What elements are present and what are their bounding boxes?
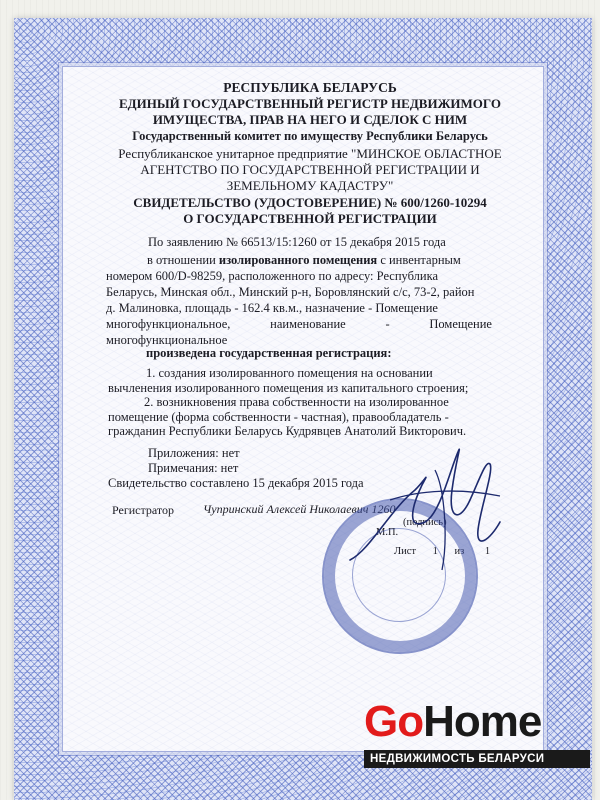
gohome-watermark <box>364 697 590 768</box>
item-2-line-2: помещение (форма собственности - частная), правообладатель - <box>108 410 449 424</box>
agency-line-1: Республиканское унитарное предприятие "МИНСКОЕ ОБЛАСТНОЕ <box>118 146 502 161</box>
notes-line: Примечания: нет <box>148 461 239 475</box>
item-1-line-1: 1. создания изолированного помещения на основании <box>146 366 433 380</box>
item-2-line-3: гражданин Республики Беларусь Кудрявцев Анатолий Викторович. <box>108 424 467 438</box>
agency-line-3: ЗЕМЕЛЬНОМУ КАДАСТРУ" <box>226 178 394 193</box>
country-heading: РЕСПУБЛИКА БЕЛАРУСЬ <box>223 80 397 95</box>
brand-home: Home <box>423 697 542 746</box>
p1-l5-a: многофункциональное, <box>106 317 231 331</box>
brand-tagline: НЕДВИЖИМОСТЬ БЕЛАРУСИ <box>364 750 590 768</box>
p1-text-bold: изолированного помещения <box>218 253 378 267</box>
sheet-label: Лист <box>394 546 416 557</box>
p1-text-c: с инвентарным <box>377 253 461 267</box>
application-line: По заявлению № 66513/15:1260 от 15 декабря 2015 года <box>148 235 446 249</box>
paragraph-1-line-4: д. Малиновка, площадь - 162.4 кв.м., назначение - Помещение <box>106 301 438 315</box>
registered-heading: произведена государственная регистрация: <box>146 346 392 360</box>
p1-text-a: в отношении <box>147 253 219 267</box>
paragraph-1-line-3: Беларусь, Минская обл., Минский р-н, Боровлянский с/с, 73-2, район <box>106 285 475 299</box>
sheet-number: 1 <box>432 546 438 557</box>
agency-line-2: АГЕНТСТВО ПО ГОСУДАРСТВЕННОЙ РЕГИСТРАЦИИ И <box>140 162 480 177</box>
paragraph-1-line-1 <box>147 253 461 268</box>
p1-l5-c: - <box>385 317 390 331</box>
mp-label: М.П. <box>376 527 399 538</box>
attachments-line: Приложения: нет <box>148 446 240 460</box>
paragraph-1-line-6: многофункциональное <box>106 333 228 347</box>
registry-line-2: ИМУЩЕСТВА, ПРАВ НА НЕГО И СДЕЛОК С НИМ <box>152 112 468 127</box>
p1-l5-d: Помещение <box>429 317 492 331</box>
issued-line: Свидетельство составлено 15 декабря 2015 года <box>108 476 364 490</box>
p1-l5-b: наименование <box>270 317 346 331</box>
item-1-line-2: вычленения изолированного помещения из капитального строения; <box>108 381 469 395</box>
sheet-total: 1 <box>484 546 491 557</box>
of-label: из <box>454 546 465 557</box>
paragraph-1-line-2: номером 600/D-98259, расположенного по адресу: Республика <box>106 269 439 283</box>
registrar-label: Регистратор <box>112 503 175 517</box>
certificate-title-1: СВИДЕТЕЛЬСТВО (УДОСТОВЕРЕНИЕ) № 600/1260-10294 <box>133 195 487 210</box>
certificate-title-2: О ГОСУДАРСТВЕННОЙ РЕГИСТРАЦИИ <box>183 211 437 226</box>
signature-caption: (подпись) <box>403 517 447 528</box>
brand-go: Go <box>364 697 424 746</box>
registry-line-1: ЕДИНЫЙ ГОСУДАРСТВЕННЫЙ РЕГИСТР НЕДВИЖИМОГО <box>119 96 501 111</box>
item-2-line-1: 2. возникновения права собственности на изолированное <box>144 395 449 409</box>
registrar-name: Чупринский Алексей Николаевич 1260 <box>203 502 396 516</box>
handwritten-signature <box>330 430 530 580</box>
paragraph-1-line-5 <box>106 317 492 332</box>
committee-line: Государственный комитет по имуществу Республики Беларусь <box>132 129 488 143</box>
